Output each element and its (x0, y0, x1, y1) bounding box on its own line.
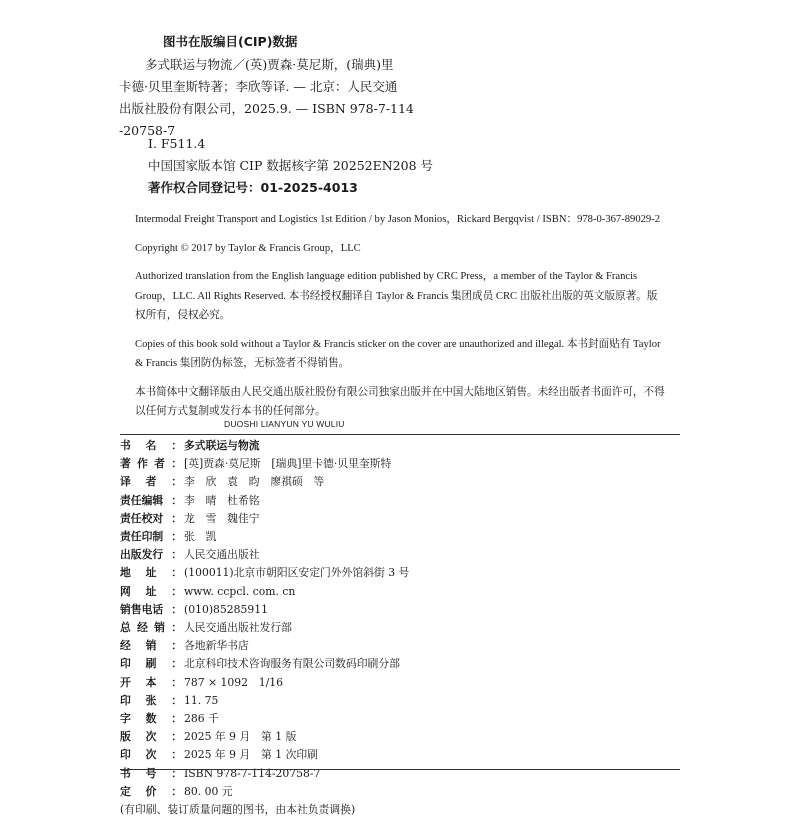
imprint-row (120, 583, 680, 601)
imprint-value: 11. 75 (184, 693, 219, 707)
imprint-row (120, 437, 680, 455)
imprint-label: 总 经 销 ： (120, 619, 182, 637)
imprint-row (120, 528, 680, 546)
imprint-value: 286 千 (184, 712, 219, 726)
imprint-value: 李 晴 杜希铭 (184, 493, 260, 507)
imprint-label-char: 字 (120, 712, 131, 726)
imprint-label: 责任印制 ： (120, 528, 182, 546)
imprint-value: [英]贾森·莫尼斯 [瑞典]里卡德·贝里奎斯特 (184, 457, 392, 471)
imprint-label-char: 经 (137, 621, 148, 635)
imprint-value: 80. 00 元 (184, 784, 233, 798)
imprint-label-char: 经 (120, 639, 131, 653)
imprint-label-char: 张 (145, 693, 157, 707)
imprint-row (120, 619, 680, 637)
imprint-label-char: 号 (145, 766, 157, 780)
imprint-label: 责任校对 ： (120, 510, 182, 528)
imprint-label-char: 者 (154, 457, 165, 471)
imprint-value: 2025 年 9 月 第 1 次印刷 (184, 748, 318, 762)
imprint-label-char: 者 (145, 475, 157, 489)
imprint-label-char: 定 (120, 784, 131, 798)
imprint-label: 出版发行 ： (120, 546, 182, 564)
imprint-value: (100011)北京市朝阳区安定门外外馆斜街 3 号 (184, 566, 410, 580)
cip-line: 卡德·贝里奎斯特著；李欣等译. — 北京：人民交通 (119, 79, 398, 94)
cip-record (119, 54, 441, 142)
imprint-label-char: 数 (145, 712, 157, 726)
sticker-notice: Copies of this book sold without a Taylor & Francis sticker on the cover are unauthorized and illegal. 本书封面贴有 Taylor & Francis 集团防伪标签，无标签者不得销售。 (135, 338, 661, 369)
imprint-row (120, 473, 680, 491)
imprint-row (120, 492, 680, 510)
imprint-label: 开 本 ： (120, 674, 182, 692)
imprint-label: 定 价 ： (120, 783, 182, 801)
imprint-value: 2025 年 9 月 第 1 版 (184, 730, 297, 744)
imprint-value: 李 欣 袁 昀 廖祺硕 等 (184, 475, 325, 489)
imprint-row (120, 601, 680, 619)
imprint-label: 版 次 ： (120, 728, 182, 746)
imprint-value: 787 × 1092 1/16 (184, 675, 284, 689)
imprint-label-char: 译 (120, 475, 131, 489)
imprint-label-char: 网 (120, 584, 131, 598)
imprint-label-char: 总 (120, 621, 131, 635)
top-rule (120, 434, 680, 435)
imprint-label-char: 作 (137, 457, 148, 471)
classification: Ⅰ. F511.4 (148, 136, 206, 151)
territory-notice: 本书简体中文翻译版由人民交通出版社股份有限公司独家出版并在中国大陆地区销售。未经出版者书面许可，不得以任何方式复制或发行本书的任何部分。 (135, 386, 665, 417)
pinyin-title: DUOSHI LIANYUN YU WULIU (224, 419, 345, 429)
imprint-label-char: 责任印制 (120, 530, 164, 544)
imprint-row (120, 510, 680, 528)
imprint-label-char: 价 (145, 784, 157, 798)
imprint-label-char: 责任校对 (120, 511, 164, 525)
imprint-label: 字 数 ： (120, 710, 182, 728)
cip-classification-block (148, 133, 433, 199)
imprint-row (120, 564, 680, 582)
imprint-label: 网 址 ： (120, 583, 182, 601)
authorized-translation: Authorized translation from the English language edition published by CRC Press，a member of the Taylor & Francis Group，LLC. All Rights Reserved. 本书经授权翻译自 Taylor & Francis 集团成员 CRC 出版社出版的英文版原著。版权所有，侵权必究。 (135, 271, 658, 321)
imprint-label-char: 址 (145, 584, 157, 598)
imprint-label-char: 版 (120, 730, 131, 744)
imprint-label: 责任编辑 ： (120, 492, 182, 510)
imprint-row (120, 674, 680, 692)
imprint-label-char: 著 (120, 457, 131, 471)
imprint-label-char: 责任编辑 (120, 493, 164, 507)
imprint-label: 书 名 ： (120, 437, 182, 455)
cip-line: 多式联运与物流／(英)贾森·莫尼斯，(瑞典)里 (145, 57, 394, 72)
imprint-label-char: 书 (120, 766, 131, 780)
imprint-label: 印 张 ： (120, 692, 182, 710)
imprint-value: 北京科印技术咨询服务有限公司数码印刷分部 (184, 657, 400, 671)
imprint-label: 著 作 者 ： (120, 455, 182, 473)
imprint-value: 各地新华书店 (184, 639, 249, 653)
imprint-label: 销售电话 ： (120, 601, 182, 619)
imprint-row (120, 765, 680, 783)
imprint-label-char: 刷 (145, 657, 157, 671)
imprint-value: 龙 雪 魏佳宁 (184, 511, 260, 525)
imprint-label-char: 销售电话 (120, 602, 164, 616)
imprint-value: (010)85285911 (184, 602, 268, 616)
copyright-line: Copyright © 2017 by Taylor & Francis Group，LLC (135, 242, 361, 254)
cip-line: 出版社股份有限公司，2025.9. — ISBN 978-7-114 (119, 101, 414, 116)
imprint-value: 张 凯 (184, 530, 217, 544)
imprint-row (120, 546, 680, 564)
imprint-row (120, 783, 680, 801)
imprint-row (120, 455, 680, 473)
cip-check-number: 中国国家版本馆 CIP 数据核字第 20252EN208 号 (148, 158, 433, 173)
imprint-table (120, 437, 680, 819)
imprint-label-char: 次 (145, 730, 157, 744)
imprint-row (120, 728, 680, 746)
imprint-value: 人民交通出版社 (184, 548, 260, 562)
cip-line: -20758-7 (119, 123, 176, 138)
cip-title: 图书在版编目(CIP)数据 (163, 34, 298, 49)
imprint-label-char: 地 (120, 566, 131, 580)
quality-note: (有印刷、装订质量问题的图书，由本社负责调换) (120, 803, 356, 817)
imprint-row (120, 692, 680, 710)
imprint-label-char: 次 (145, 748, 157, 762)
imprint-value: 多式联运与物流 (184, 439, 260, 452)
imprint-label-char: 印 (120, 748, 131, 762)
copyright-block (135, 210, 665, 431)
imprint-label: 译 者 ： (120, 473, 182, 491)
imprint-label: 书 号 ： (120, 765, 182, 783)
imprint-label-char: 本 (145, 675, 157, 689)
imprint-row (120, 655, 680, 673)
imprint-label-char: 书 (120, 439, 131, 452)
imprint-value: ISBN 978-7-114-20758-7 (184, 766, 321, 780)
imprint-row (120, 710, 680, 728)
original-title: Intermodal Freight Transport and Logistics 1st Edition / by Jason Monios，Rickard Bergqvist / ISBN：978-0-367-89029-2 (135, 214, 661, 225)
imprint-label: 印 次 ： (120, 746, 182, 764)
imprint-value: www. ccpcl. com. cn (184, 584, 296, 598)
imprint-label-char: 印 (120, 657, 131, 671)
bottom-rule (120, 769, 680, 770)
imprint-label-char: 销 (145, 639, 157, 653)
copyright-registration: 著作权合同登记号：01-2025-4013 (148, 180, 358, 195)
imprint-label: 经 销 ： (120, 637, 182, 655)
imprint-value: 人民交通出版社发行部 (184, 621, 292, 635)
imprint-label-char: 址 (145, 566, 157, 580)
imprint-row (120, 637, 680, 655)
imprint-label: 印 刷 ： (120, 655, 182, 673)
imprint-label-char: 销 (154, 621, 165, 635)
imprint-label-char: 开 (120, 675, 131, 689)
imprint-label-char: 出版发行 (120, 548, 164, 562)
imprint-label-char: 印 (120, 693, 131, 707)
imprint-label: 地 址 ： (120, 564, 182, 582)
imprint-label-char: 名 (145, 439, 157, 452)
imprint-row (120, 746, 680, 764)
